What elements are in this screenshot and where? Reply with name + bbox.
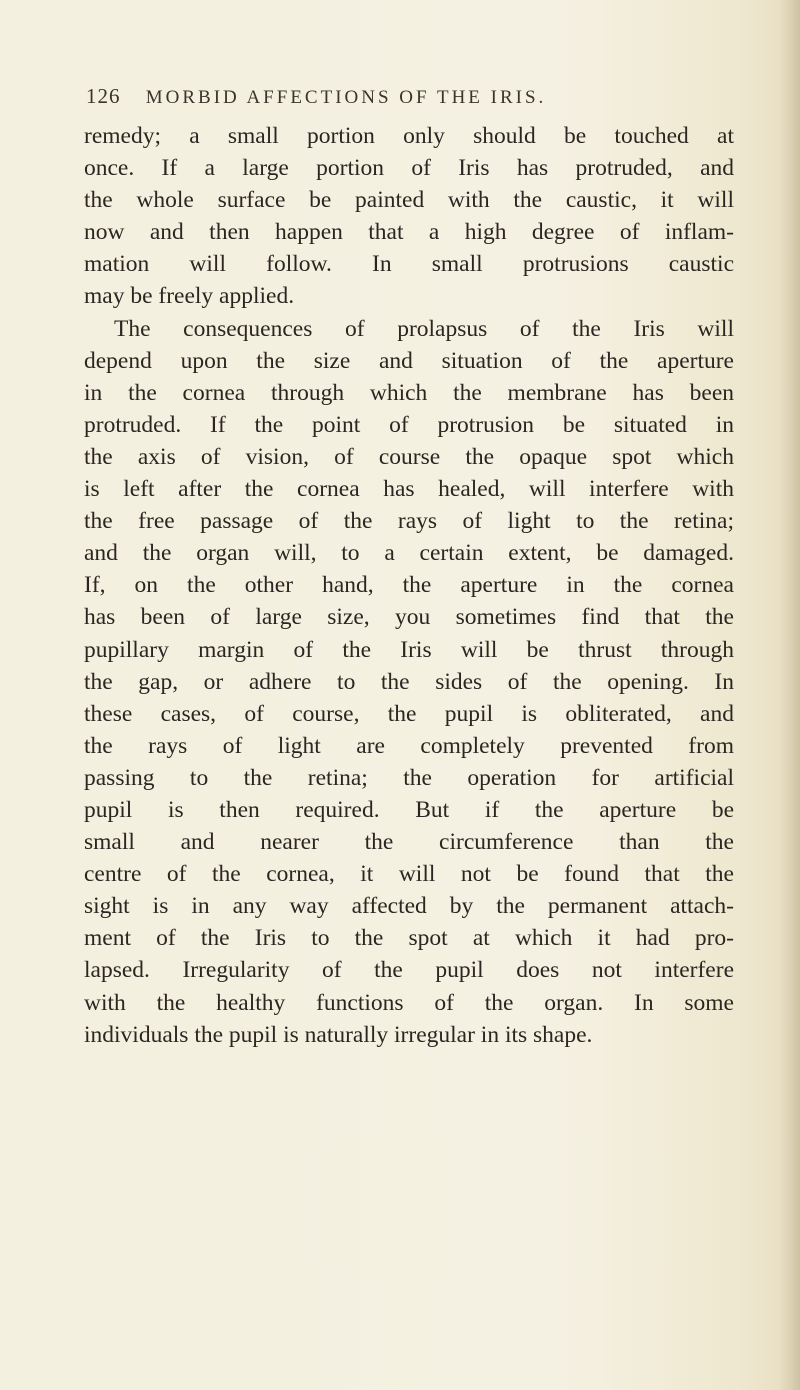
text-line: sight is in any way affected by the permanent attach- — [84, 893, 734, 920]
text-line: pupil is then required. But if the aperture be — [84, 796, 734, 823]
text-line: passing to the retina; the operation for artificial — [84, 764, 734, 791]
text-line: with the healthy functions of the organ. In some — [84, 989, 734, 1016]
page-edge-shadow — [778, 0, 800, 1390]
text-line: the rays of light are completely prevented from — [84, 732, 734, 759]
text-line: remedy; a small portion only should be touched at — [84, 123, 734, 149]
body-text — [84, 120, 734, 1051]
text-line: If, on the other hand, the aperture in the cornea — [84, 572, 734, 599]
text-line: is left after the cornea has healed, will interfere with — [84, 476, 734, 503]
text-line: ment of the Iris to the spot at which it had pro- — [84, 925, 734, 952]
text-line: the whole surface be painted with the caustic, it will — [84, 187, 734, 214]
text-line: depend upon the size and situation of the aperture — [84, 347, 734, 374]
text-line: the free passage of the rays of light to the retina; — [84, 508, 734, 535]
text-line: the axis of vision, of course the opaque spot which — [84, 443, 734, 470]
text-line: pupillary margin of the Iris will be thrust through — [84, 636, 734, 663]
text-line: centre of the cornea, it will not be found that the — [84, 861, 734, 888]
running-head — [86, 84, 726, 114]
text-line: now and then happen that a high degree of inflam- — [84, 219, 734, 246]
text-line: protruded. If the point of protrusion be situated in — [84, 411, 734, 438]
text-line: small and nearer the circumference than the — [84, 829, 734, 856]
text-line: the gap, or adhere to the sides of the opening. In — [84, 668, 734, 695]
text-line: mation will follow. In small protrusions caustic — [84, 251, 734, 278]
text-line: The consequences of prolapsus of the Iris will — [114, 315, 734, 342]
running-title: MORBID AFFECTIONS OF THE IRIS. — [145, 87, 547, 108]
text-line: and the organ will, to a certain extent, be damaged. — [84, 540, 734, 567]
text-line: has been of large size, you sometimes find that the — [84, 604, 734, 631]
text-line: lapsed. Irregularity of the pupil does not interfere — [84, 957, 734, 984]
page-number: 126 — [86, 84, 121, 108]
text-line: may be freely applied. — [84, 283, 295, 310]
text-line: once. If a large portion of Iris has protruded, and — [84, 155, 734, 182]
text-line: these cases, of course, the pupil is obliterated, and — [84, 700, 734, 727]
text-line: individuals the pupil is naturally irregular in its shape. — [84, 1021, 593, 1048]
text-line: in the cornea through which the membrane has been — [84, 379, 734, 406]
